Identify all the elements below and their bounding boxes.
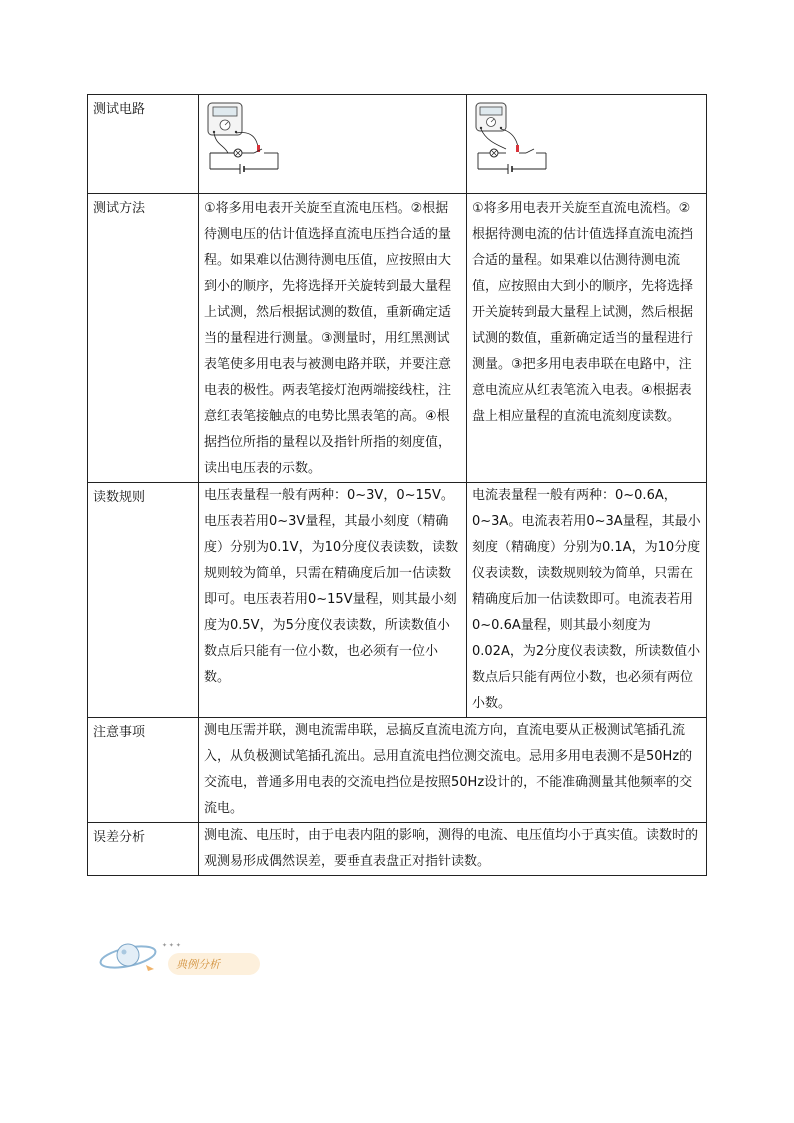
voltage-circuit-diagram [204,101,284,175]
table-row [88,483,707,718]
red-probe-icon [516,145,519,152]
precautions-text: 测电压需并联，测电流需串联，忌搞反直流电流方向，直流电要从正极测试笔插孔流入，从负极测试笔插孔流出。忌用直流电挡位测交流电。忌用多用电表测不是50Hz的交流电，普通多用电表的交流电挡位是按照50Hz设计的，不能准确测量其他频率的交流电。 [199,718,707,823]
row-label: 误差分析 [88,823,199,876]
voltage-reading-rule-text: 电压表量程一般有两种：0~3V，0~15V。电压表若用0~3V量程，其最小刻度（精确度）分别为0.1V，为10分度仪表读数，读数规则较为简单，只需在精确度后加一估读数即可。电压表若用0~15V量程，则其最小刻度为0.5V，为5分度仪表读数，所读数值小数点后只能有一位小数，也必须有一位小数。 [199,483,467,718]
row-label: 测试电路 [88,95,199,194]
row-label: 注意事项 [88,718,199,823]
error-analysis-text: 测电流、电压时，由于电表内阻的影响，测得的电流、电压值均小于真实值。读数时的观测易形成偶然误差，要垂直表盘正对指针读数。 [199,823,707,876]
table-row [88,823,707,876]
multimeter-icon [208,103,242,135]
example-analysis-logo [94,935,264,985]
current-method-text: ①将多用电表开关旋至直流电流档。②根据待测电流的估计值选择直流电流挡合适的量程。如果难以估测待测电流值，应按照由大到小的顺序，先将选择开关旋转到最大量程上试测，然后根据试测的数值，重新确定适当的量程进行测量。③把多用电表串联在电路中，注意电流应从红表笔流入电表。④根据表盘上相应量程的直流电流刻度读数。 [467,194,707,483]
experiment-table [87,94,707,876]
table-row [88,194,707,483]
table-row [88,718,707,823]
current-circuit-diagram [472,101,552,175]
logo-text: 典例分析 [176,958,220,971]
star-icon: ✦ ✦ ✦ [162,942,181,949]
row-label: 读数规则 [88,483,199,718]
multimeter-icon [476,103,506,131]
current-circuit-cell [467,95,707,194]
table-row [88,95,707,194]
row-label: 测试方法 [88,194,199,483]
circuit-icon [210,149,278,174]
voltage-circuit-cell [199,95,467,194]
circuit-icon [478,149,546,174]
current-reading-rule-text: 电流表量程一般有两种：0~0.6A，0~3A。电流表若用0~3A量程，其最小刻度（精确度）分别为0.1A，为10分度仪表读数，读数规则较为简单，只需在精确度后加一估读数即可。电流表若用0~0.6A量程，则其最小刻度为0.02A，为2分度仪表读数，所读数值小数点后只能有两位小数，也必须有两位小数。 [467,483,707,718]
voltage-method-text: ①将多用电表开关旋至直流电压档。②根据待测电压的估计值选择直流电压挡合适的量程。如果难以估测待测电压值，应按照由大到小的顺序，先将选择开关旋转到最大量程上试测，然后根据试测的数值，重新确定适当的量程进行测量。③测量时，用红黑测试表笔使多用电表与被测电路并联，并要注意电表的极性。两表笔接灯泡两端接线柱，注意红表笔接触点的电势比黑表笔的高。④根据挡位所指的量程以及指针所指的刻度值，读出电压表的示数。 [199,194,467,483]
